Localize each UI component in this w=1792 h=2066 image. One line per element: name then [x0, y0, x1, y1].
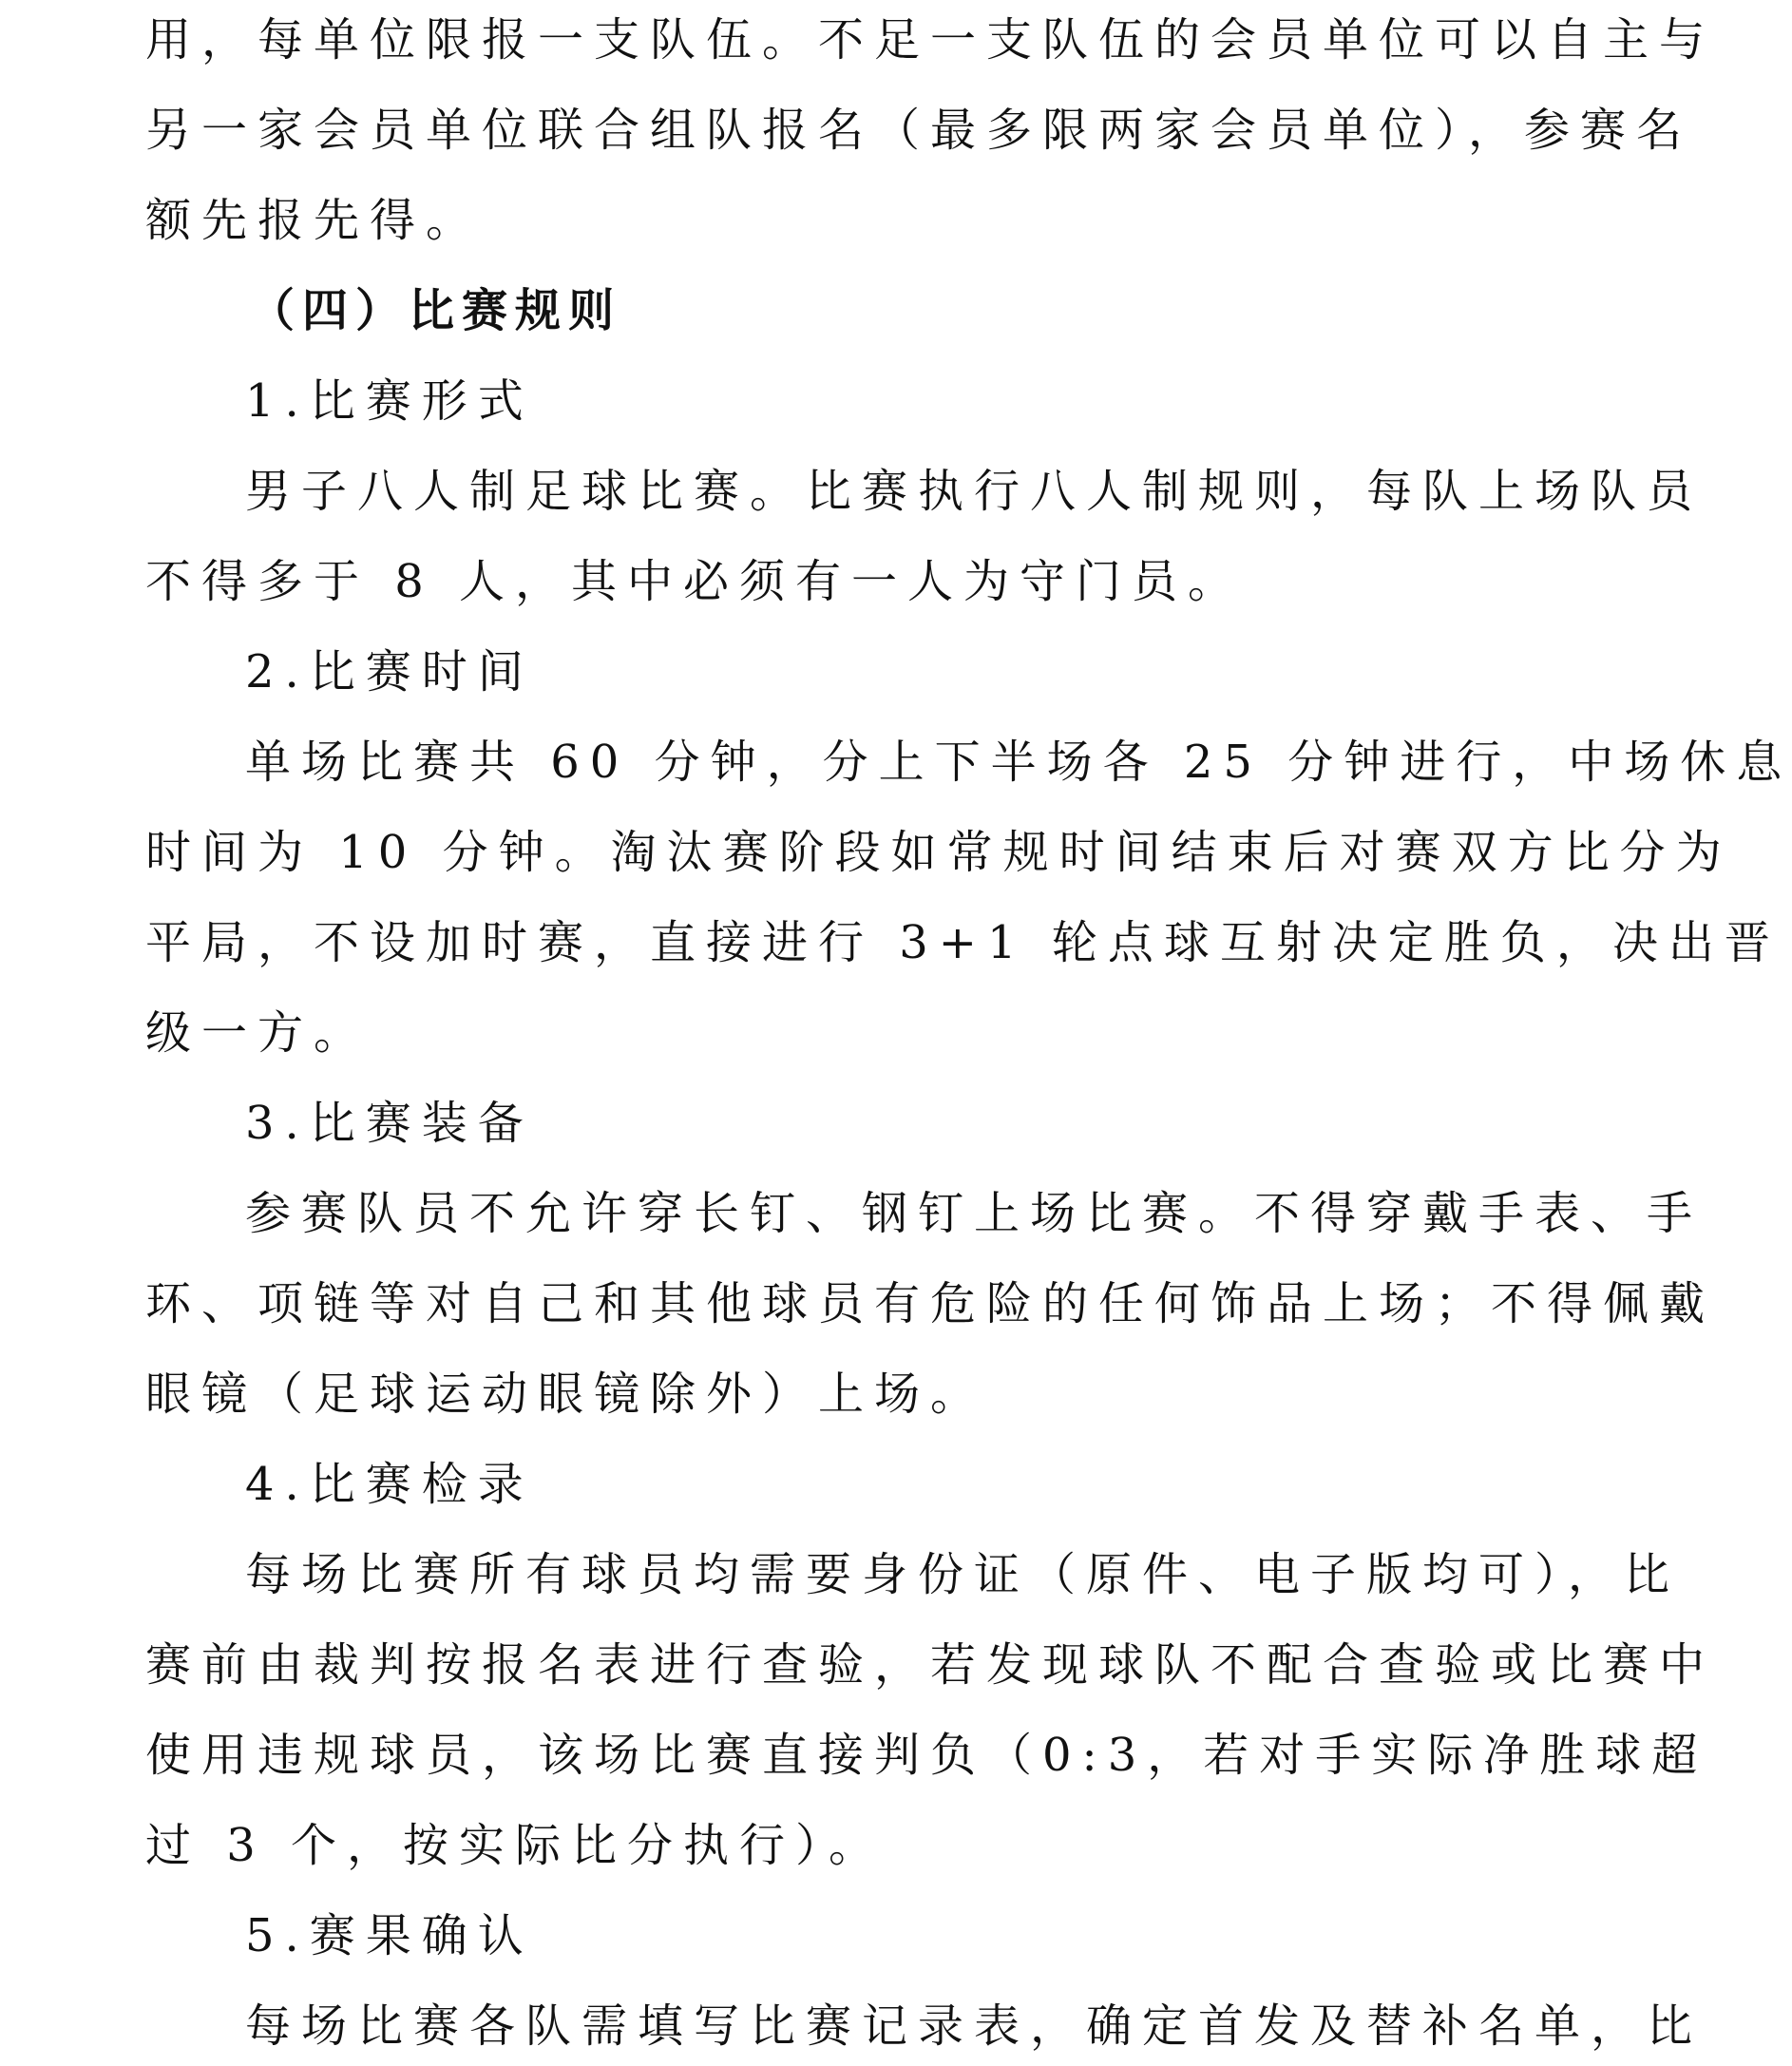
subsection-heading: 1.比赛形式: [245, 374, 534, 428]
subsection-heading: 4.比赛检录: [245, 1458, 534, 1511]
text-line: 过 3 个，按实际比分执行）。: [145, 1819, 886, 1872]
subsection-heading: 5.赛果确认: [245, 1909, 534, 1962]
text-line: 环、项链等对自己和其他球员有危险的任何饰品上场；不得佩戴: [145, 1277, 1716, 1330]
text-line: 每场比赛所有球员均需要身份证（原件、电子版均可），比: [245, 1548, 1681, 1601]
text-line: 额先报先得。: [145, 194, 483, 247]
text-line: 不得多于 8 人，其中必须有一人为守门员。: [145, 555, 1245, 608]
text-line: 用，每单位限报一支队伍。不足一支队伍的会员单位可以自主与: [145, 13, 1716, 67]
subsection-heading: 3.比赛装备: [245, 1097, 534, 1150]
section-heading: （四）比赛规则: [249, 284, 622, 337]
text-line: 眼镜（足球运动眼镜除外）上场。: [145, 1368, 987, 1421]
subsection-heading: 2.比赛时间: [245, 645, 534, 698]
text-line: 单场比赛共 60 分钟，分上下半场各 25 分钟进行，中场休息: [245, 736, 1792, 789]
text-line: 男子八人制足球比赛。比赛执行八人制规则，每队上场队员: [245, 465, 1704, 518]
text-line: 平局，不设加时赛，直接进行 3+1 轮点球互射决定胜负，决出晋: [145, 916, 1781, 969]
text-line: 参赛队员不允许穿长钉、钢钉上场比赛。不得穿戴手表、手: [245, 1187, 1704, 1240]
text-line: 时间为 10 分钟。淘汰赛阶段如常规时间结束后对赛双方比分为: [145, 826, 1732, 879]
text-line: 另一家会员单位联合组队报名（最多限两家会员单位），参赛名: [145, 104, 1693, 157]
text-line: 级一方。: [145, 1006, 371, 1060]
text-line: 每场比赛各队需填写比赛记录表，确定首发及替补名单，比: [245, 1999, 1704, 2053]
text-line: 使用违规球员，该场比赛直接判负（0:3，若对手实际净胜球超: [145, 1729, 1708, 1782]
text-line: 赛前由裁判按报名表进行查验，若发现球队不配合查验或比赛中: [145, 1638, 1716, 1692]
